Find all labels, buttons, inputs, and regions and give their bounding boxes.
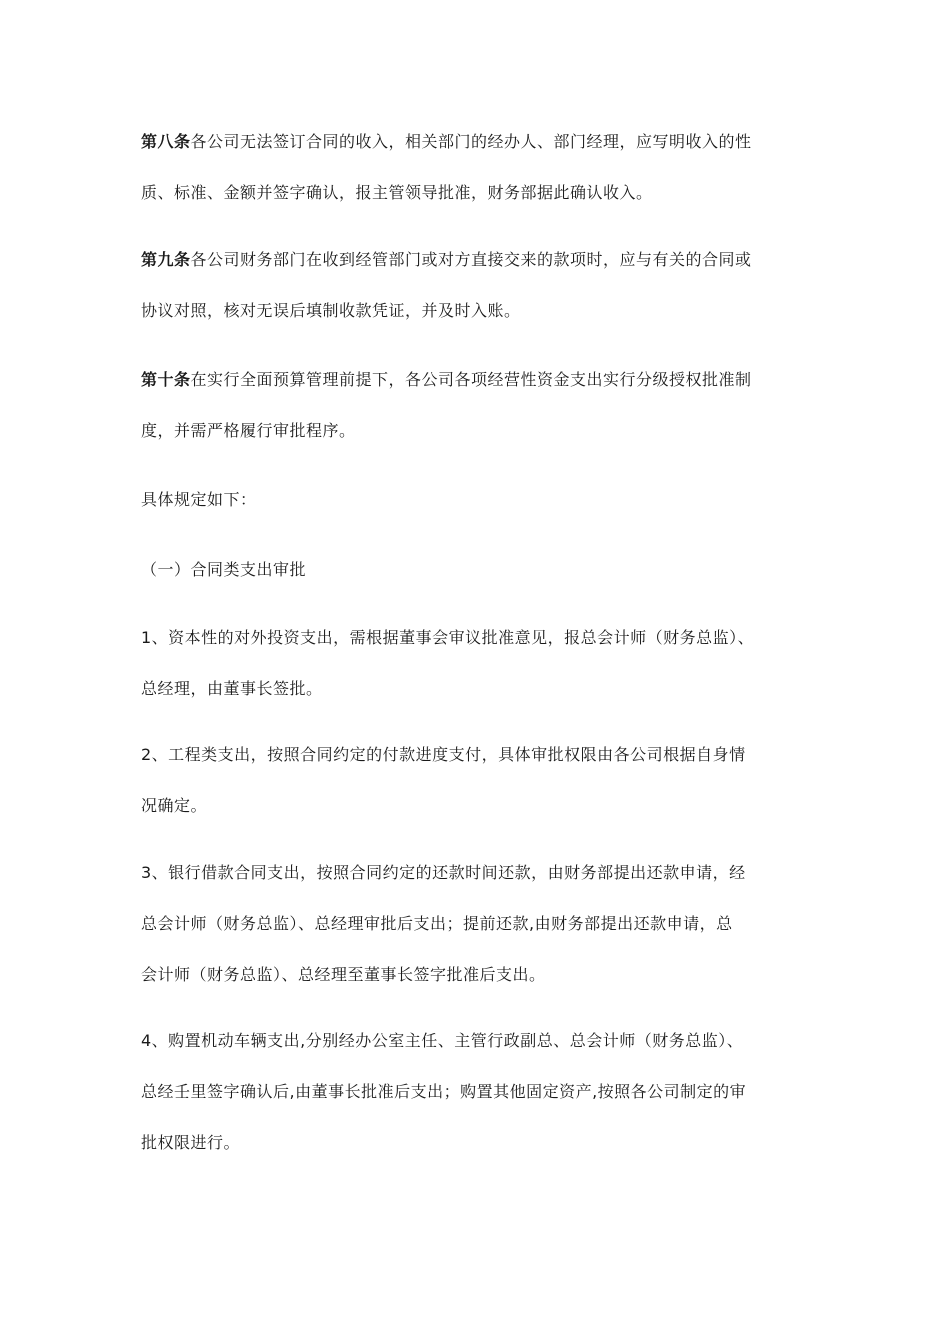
article-8-text-2: 质、标准、金额并签字确认，报主管领导批准，财务部据此确认收入。: [141, 183, 653, 202]
list-item-2: [141, 729, 821, 831]
list-item-3-line-2: 总会计师（财务总监）、总经理审批后支出；提前还款,由财务部提出还款申请，总: [141, 914, 733, 933]
article-9-text-1: 各公司财务部门在收到经管部门或对方直接交来的款项时，应与有关的合同或: [190, 250, 752, 269]
list-item-2-line-1: 2、工程类支出，按照合同约定的付款进度支付，具体审批权限由各公司根据自身情: [141, 745, 746, 764]
article-9-text-2: 协议对照，核对无误后填制收款凭证，并及时入账。: [141, 301, 521, 320]
article-10-line-1: [141, 354, 821, 405]
article-9-heading: 第九条: [141, 250, 191, 269]
intro-text: 具体规定如下：: [141, 490, 257, 509]
article-8-text-1: 各公司无法签订合同的收入，相关部门的经办人、部门经理，应写明收入的性: [190, 132, 752, 151]
list-item-3-line-1: 3、银行借款合同支出，按照合同约定的还款时间还款，由财务部提出还款申请，经: [141, 863, 746, 882]
list-item-4: [141, 1015, 821, 1168]
article-8-line-1: [141, 116, 821, 167]
article-10-heading: 第十条: [141, 370, 191, 389]
article-9: [141, 234, 821, 336]
list-item-3-line-3: 会计师（财务总监）、总经理至董事长签字批准后支出。: [141, 965, 546, 984]
article-9-line-1: [141, 234, 821, 285]
list-item-2-line-2: 况确定。: [141, 796, 208, 815]
list-item-3: [141, 847, 821, 1000]
list-item-1-line-2: 总经理，由董事长签批。: [141, 679, 323, 698]
list-item-1: [141, 612, 821, 714]
article-8: [141, 116, 821, 218]
list-item-4-line-2: 总经壬里签字确认后,由董事长批准后支出；购置其他固定资产,按照各公司制定的审: [141, 1082, 747, 1101]
list-item-4-line-3: 批权限进行。: [141, 1133, 241, 1152]
list-item-1-line-1: 1、资本性的对外投资支出，需根据董事会审议批准意见，报总会计师（财务总监）、: [141, 628, 755, 647]
article-10-text-1: 在实行全面预算管理前提下，各公司各项经营性资金支出实行分级授权批准制: [190, 370, 752, 389]
list-item-4-line-1: 4、购置机动车辆支出,分别经办公室主任、主管行政副总、总会计师（财务总监）、: [141, 1031, 744, 1050]
article-10: [141, 354, 821, 456]
article-10-text-2: 度，并需严格履行审批程序。: [141, 421, 356, 440]
article-8-heading: 第八条: [141, 132, 191, 151]
section-subheading: （一）合同类支出审批: [141, 560, 307, 579]
